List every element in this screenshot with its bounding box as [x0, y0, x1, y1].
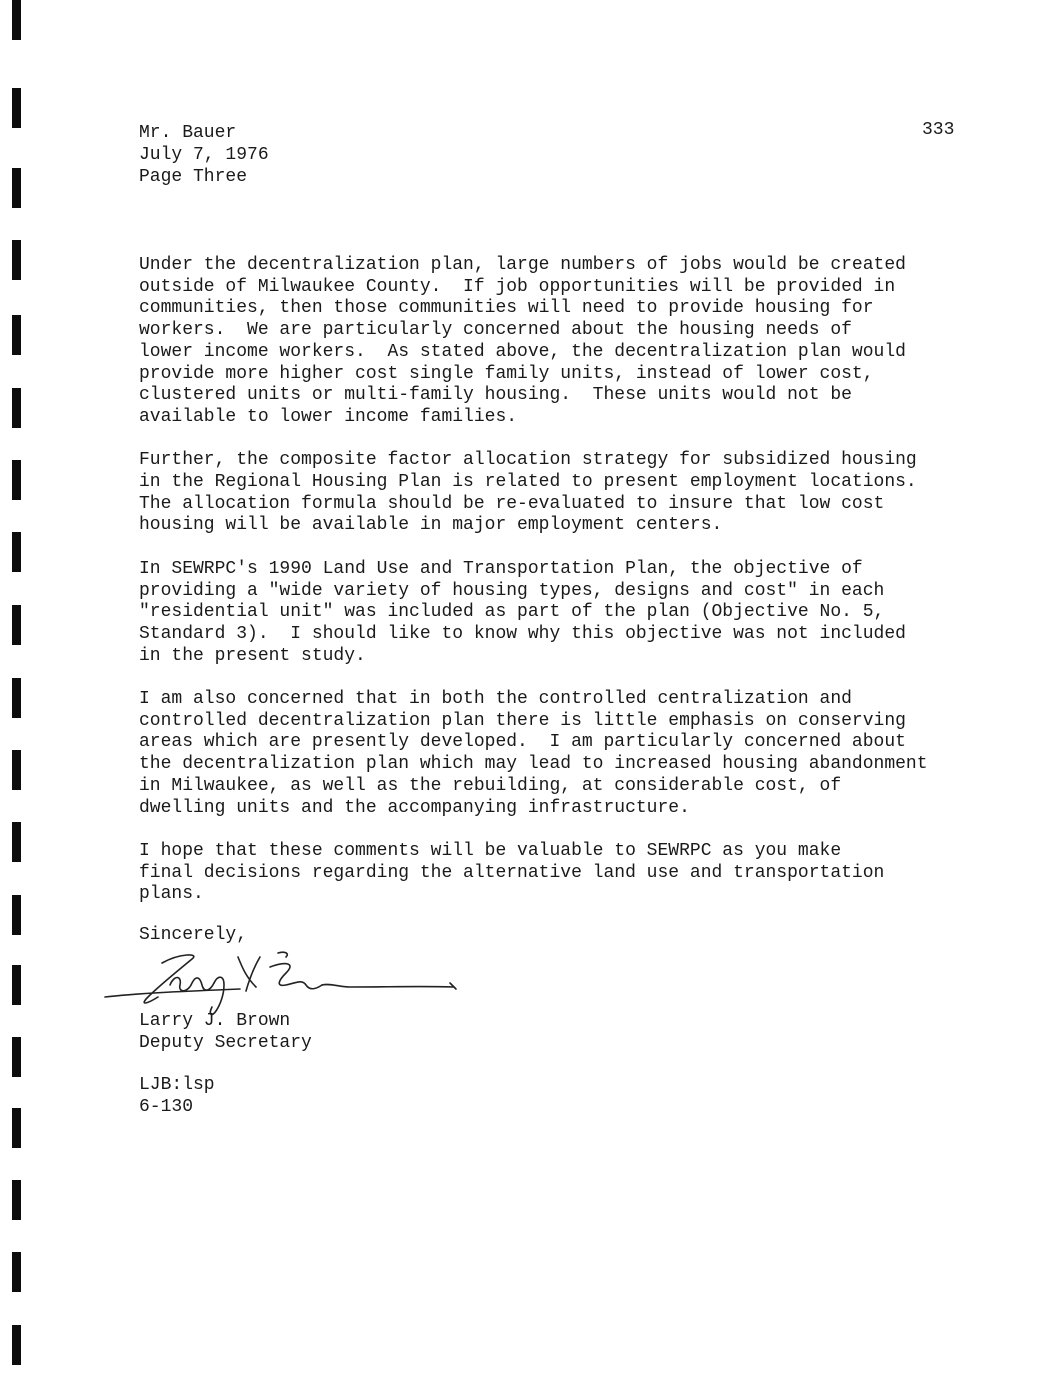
binding-mark: [12, 678, 21, 718]
binding-mark: [12, 1252, 21, 1292]
binding-mark: [12, 1180, 21, 1220]
paragraph-1990-plan: [139, 559, 939, 668]
date-line: July 7, 1976: [139, 145, 269, 165]
binding-mark: [12, 388, 21, 428]
text-line: provide more higher cost single family units, instead of lower cost,: [139, 363, 874, 384]
binding-mark: [12, 0, 21, 40]
closing-salutation: Sincerely,: [139, 925, 248, 945]
binding-mark: [12, 532, 21, 572]
text-line: In SEWRPC's 1990 Land Use and Transportation Plan, the objective of: [139, 558, 863, 579]
text-line: areas which are presently developed. I am particularly concerned about: [139, 732, 906, 753]
binding-mark: [12, 1037, 21, 1077]
text-line: in the present study.: [139, 645, 366, 666]
reference-block: [139, 1075, 215, 1118]
binding-mark: [12, 895, 21, 935]
binding-mark: [12, 1325, 21, 1365]
binding-mark: [12, 315, 21, 355]
letter-header: [139, 122, 269, 188]
binding-mark: [12, 965, 21, 1005]
text-line: plans.: [139, 884, 204, 905]
text-line: Standard 3). I should like to know why this objective was not included: [139, 623, 906, 644]
reference-code: 6-130: [139, 1096, 194, 1117]
binding-mark: [12, 1108, 21, 1148]
binding-mark: [12, 750, 21, 790]
paragraph-conservation-concern: [139, 689, 939, 819]
text-line: "residential unit" was included as part of the plan (Objective No. 5,: [139, 602, 885, 623]
page-label: Page Three: [139, 167, 248, 187]
text-line: clustered units or multi-family housing. These units would not be: [139, 385, 852, 406]
text-line: lower income workers. As stated above, the decentralization plan would: [139, 341, 906, 362]
signer-name: Larry J. Brown: [139, 1011, 291, 1031]
text-line: Under the decentralization plan, large numbers of jobs would be created: [139, 255, 906, 275]
binding-mark: [12, 88, 21, 128]
text-line: dwelling units and the accompanying infrastructure.: [139, 797, 690, 818]
binding-marks: [12, 0, 22, 1380]
text-line: the decentralization plan which may lead to increased housing abandonment: [139, 754, 928, 775]
signer-block: [139, 1011, 312, 1054]
text-line: communities, then those communities will need to provide housing for: [139, 298, 874, 319]
binding-mark: [12, 605, 21, 645]
paragraph-closing-hope: [139, 841, 939, 906]
letter-body: [139, 255, 939, 928]
text-line: workers. We are particularly concerned about the housing needs of: [139, 320, 852, 341]
binding-mark: [12, 460, 21, 500]
binding-mark: [12, 822, 21, 862]
binding-mark: [12, 240, 21, 280]
text-line: final decisions regarding the alternative land use and transportation: [139, 862, 885, 883]
text-line: I hope that these comments will be valuable to SEWRPC as you make: [139, 840, 842, 861]
text-line: available to lower income families.: [139, 406, 518, 427]
binding-mark: [12, 168, 21, 208]
reference-initials: LJB:lsp: [139, 1075, 215, 1095]
text-line: outside of Milwaukee County. If job opportunities will be provided in: [139, 276, 896, 297]
paragraph-decentralization-jobs: [139, 255, 939, 429]
text-line: in the Regional Housing Plan is related to present employment locations.: [139, 472, 917, 493]
recipient-line: Mr. Bauer: [139, 123, 237, 143]
page-number: 333: [922, 120, 955, 140]
text-line: Further, the composite factor allocation strategy for subsidized housing: [139, 450, 917, 471]
paragraph-allocation-strategy: [139, 450, 939, 537]
signer-title: Deputy Secretary: [139, 1032, 312, 1053]
text-line: The allocation formula should be re-evaluated to insure that low cost: [139, 493, 885, 514]
text-line: housing will be available in major employment centers.: [139, 515, 723, 536]
text-line: in Milwaukee, as well as the rebuilding, at considerable cost, of: [139, 775, 842, 796]
text-line: I am also concerned that in both the controlled centralization and: [139, 689, 852, 710]
text-line: controlled decentralization plan there is little emphasis on conserving: [139, 710, 906, 731]
text-line: providing a "wide variety of housing types, designs and cost" in each: [139, 580, 885, 601]
